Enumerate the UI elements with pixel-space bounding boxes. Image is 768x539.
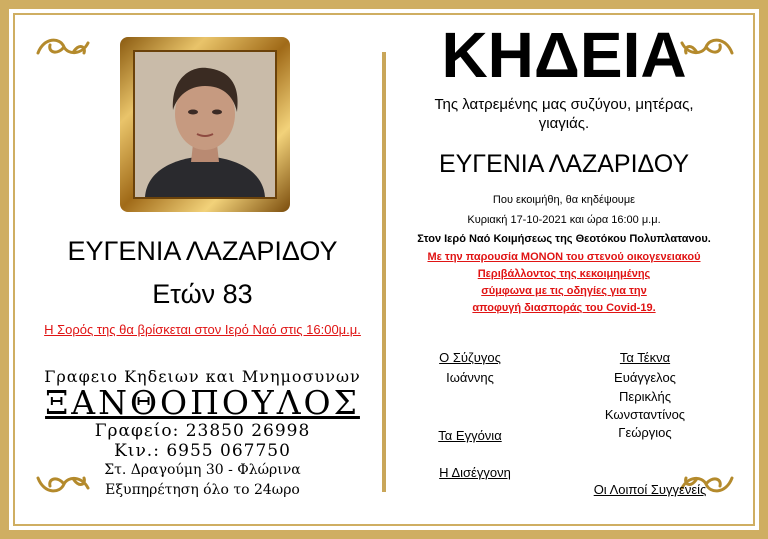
covid-line-1: Με την παρουσία ΜΟΝΟΝ του στενού οικογενειακού [427, 251, 701, 263]
detail-line-1: Που εκοιμήθη, θα κηδέψουμε [492, 194, 636, 206]
detail-line-2: Κυριακή 17-10-2021 και ώρα 16:00 μ.μ. [467, 214, 661, 226]
ornament-top-left-icon [34, 33, 94, 61]
covid-line-2: Περιβάλλοντος της κεκοιμημένης [477, 268, 651, 280]
spouse-label: Ο Σύζυγος [439, 350, 501, 365]
dedication-line-2: γιαγιάς. [538, 115, 590, 132]
service-hours: Εξυπηρέτηση όλο το 24ωρο [105, 482, 300, 498]
child-name-3: Κωνσταντίνος [604, 407, 686, 422]
great-grandchild-label: Η Δισέγγονη [439, 465, 511, 480]
children-label: Τα Τέκνα [619, 350, 671, 365]
portrait-photo [133, 50, 277, 199]
deceased-age: Ετών 83 [152, 279, 253, 309]
office-phone: Γραφείο: 23850 26998 [94, 421, 311, 441]
funeral-heading: ΚΗΔΕΙΑ [441, 19, 687, 91]
relatives-label: Οι Λοιποί Συγγενείς [593, 482, 707, 497]
funeral-home-brand: ΞΑΝΘΟΠΟΥΛΟΣ [45, 383, 360, 422]
funeral-home-title: Γραφειο Κηδειων και Μνημοσυνων [44, 367, 361, 386]
right-deceased-name: ΕΥΓΕΝΙΑ ΛΑΖΑΡΙΔΟΥ [438, 150, 690, 178]
covid-line-3: σύμφωνα με τις οδηγίες για την [481, 285, 647, 297]
mobile-phone: Κιν.: 6955 067750 [114, 441, 291, 461]
covid-line-4: αποφυγή διασποράς του Covid-19. [472, 302, 656, 314]
portrait-silhouette-icon [135, 52, 275, 197]
dedication-line-1: Της λατρεμένης μας συζύγου, μητέρας, [434, 96, 694, 113]
spouse-name: Ιωάννης [446, 370, 494, 385]
child-name-1: Ευάγγελος [614, 370, 676, 385]
portrait-frame [120, 37, 290, 212]
detail-line-3: Στον Ιερό Ναό Κοιμήσεως της Θεοτόκου Πολυπλατανου. [417, 233, 711, 245]
funeral-home-address: Στ. Δραγούμη 30 - Φλώρινα [104, 462, 301, 478]
left-deceased-name: ΕΥΓΕΝΙΑ ΛΑΖΑΡΙΔΟΥ [67, 236, 338, 266]
child-name-4: Γεώργιος [618, 425, 672, 440]
grandchildren-label: Τα Εγγόνια [438, 428, 502, 443]
child-name-2: Περικλής [619, 389, 671, 404]
coffin-location-notice: Η Σορός της θα βρίσκεται στον Ιερό Ναό στις 16:00μ.μ. [44, 322, 361, 337]
